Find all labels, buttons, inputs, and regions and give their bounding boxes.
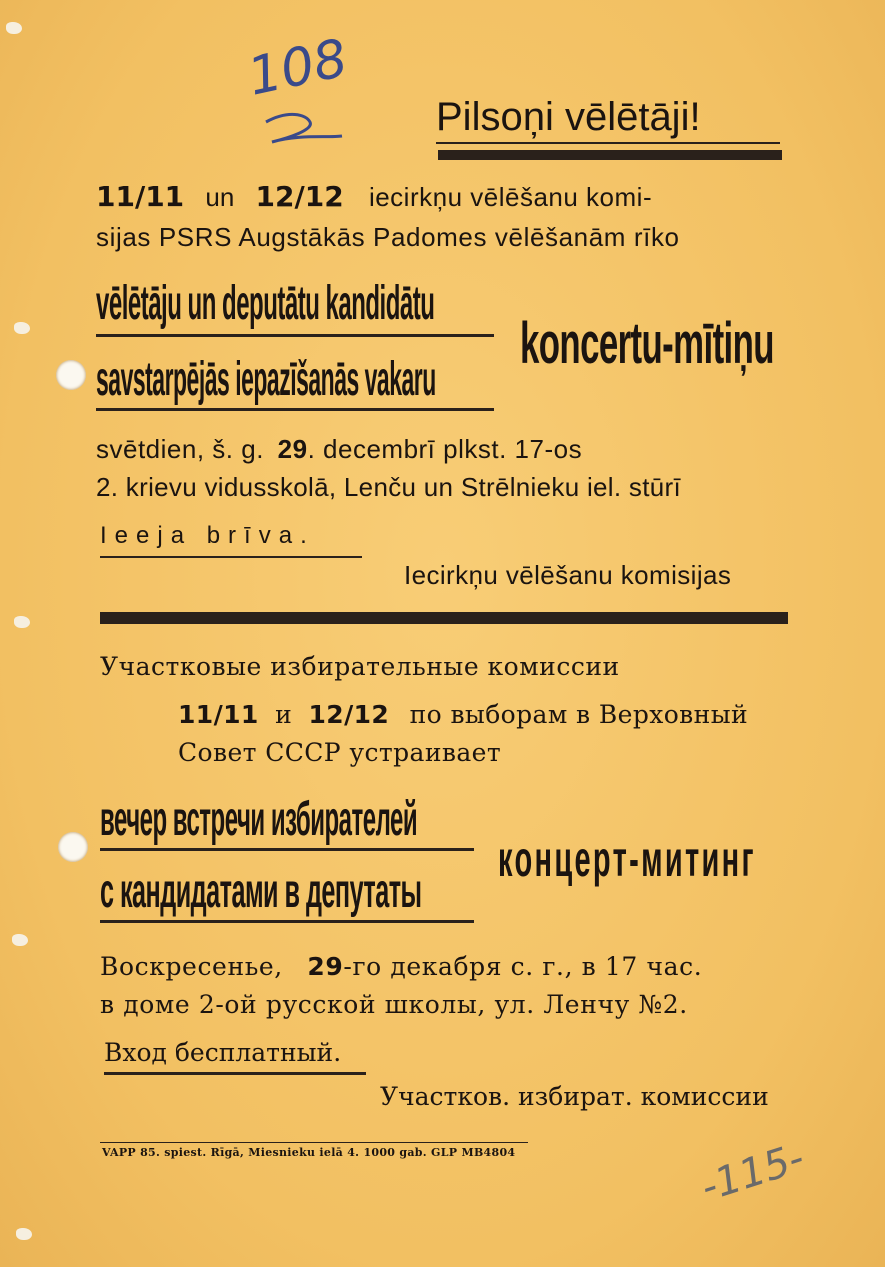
russian-intro-line1: Участковые избирательные комиссии xyxy=(100,652,620,681)
russian-event-type: концерт-митинг xyxy=(498,831,756,887)
printer-imprint: VAPP 85. spiest. Rīgā, Miesnieku ielā 4. 1000 gab. GLP MB4804 xyxy=(102,1146,516,1159)
conjunction: un xyxy=(205,182,235,212)
punch-hole-top xyxy=(56,360,86,390)
intro-text: по выборам в Верховный xyxy=(409,700,749,729)
precinct-number-11: 11/11 xyxy=(96,180,185,213)
russian-event-line1: вечер встречи избирателей xyxy=(100,793,418,846)
event-line2-underline xyxy=(96,408,494,411)
russian-event-line2: с кандидатами в депутаты xyxy=(100,865,422,918)
archive-number-handwritten: 108 xyxy=(242,28,353,108)
russian-date xyxy=(100,952,702,981)
date-prefix: svētdien, š. g. xyxy=(96,434,264,464)
russian-entry: Вход бесплатный. xyxy=(104,1038,342,1067)
date-suffix: -го декабря с. г., в 17 час. xyxy=(343,952,703,981)
latvian-event-type: koncertu-mītiņu xyxy=(520,311,774,376)
imprint-rule xyxy=(100,1142,528,1143)
section-separator-bar xyxy=(100,612,788,624)
russian-entry-underline xyxy=(104,1072,366,1075)
archive-page-number-pencil: -115- xyxy=(695,1134,810,1212)
date-day: 29 xyxy=(277,434,308,464)
title-underline xyxy=(436,142,780,144)
russian-intro-line3: Совет СССР устраивает xyxy=(178,738,502,767)
russian-intro-line2 xyxy=(178,700,748,729)
latvian-signature: Iecirkņu vēlēšanu komisijas xyxy=(404,560,732,590)
date-prefix: Воскресенье, xyxy=(100,952,283,981)
paper-tear xyxy=(14,322,30,334)
russian-location: в доме 2-ой русской школы, ул. Ленчу №2. xyxy=(100,990,688,1019)
latvian-title: Pilsoņi vēlētāji! xyxy=(436,95,701,139)
latvian-location: 2. krievu vidusskolā, Lenču un Strēlnieku iel. stūrī xyxy=(96,472,681,502)
paper-tear xyxy=(12,934,28,946)
entry-underline xyxy=(100,556,362,558)
precinct-number-11: 11/11 xyxy=(178,700,259,729)
latvian-intro-line2: sijas PSRS Augstākās Padomes vēlēšanām rīko xyxy=(96,222,680,252)
date-day: 29 xyxy=(307,952,344,981)
latvian-event-line2: savstarpējās iepazīšanās vakaru xyxy=(96,353,436,406)
russian-event-line2-underline xyxy=(100,920,474,923)
title-bar xyxy=(438,150,782,160)
paper-tear xyxy=(16,1228,32,1240)
precinct-number-12: 12/12 xyxy=(255,180,344,213)
latvian-event-line1: vēlētāju un deputātu kandidātu xyxy=(96,277,435,330)
punch-hole-bottom xyxy=(58,832,88,862)
paper-tear xyxy=(14,616,30,628)
event-line1-underline xyxy=(96,334,494,337)
conjunction: и xyxy=(275,700,293,729)
intro-text: iecirkņu vēlēšanu komi- xyxy=(368,182,653,212)
latvian-entry: Ieeja brīva. xyxy=(100,522,315,549)
date-suffix: . decembrī plkst. 17-os xyxy=(307,434,583,464)
latvian-date xyxy=(96,434,582,465)
russian-event-line1-underline xyxy=(100,848,474,851)
handwritten-mark xyxy=(258,108,348,148)
precinct-number-12: 12/12 xyxy=(308,700,390,729)
latvian-intro-line1 xyxy=(96,180,652,213)
russian-signature: Участков. избират. комиссии xyxy=(380,1082,769,1111)
paper-tear xyxy=(6,22,22,34)
